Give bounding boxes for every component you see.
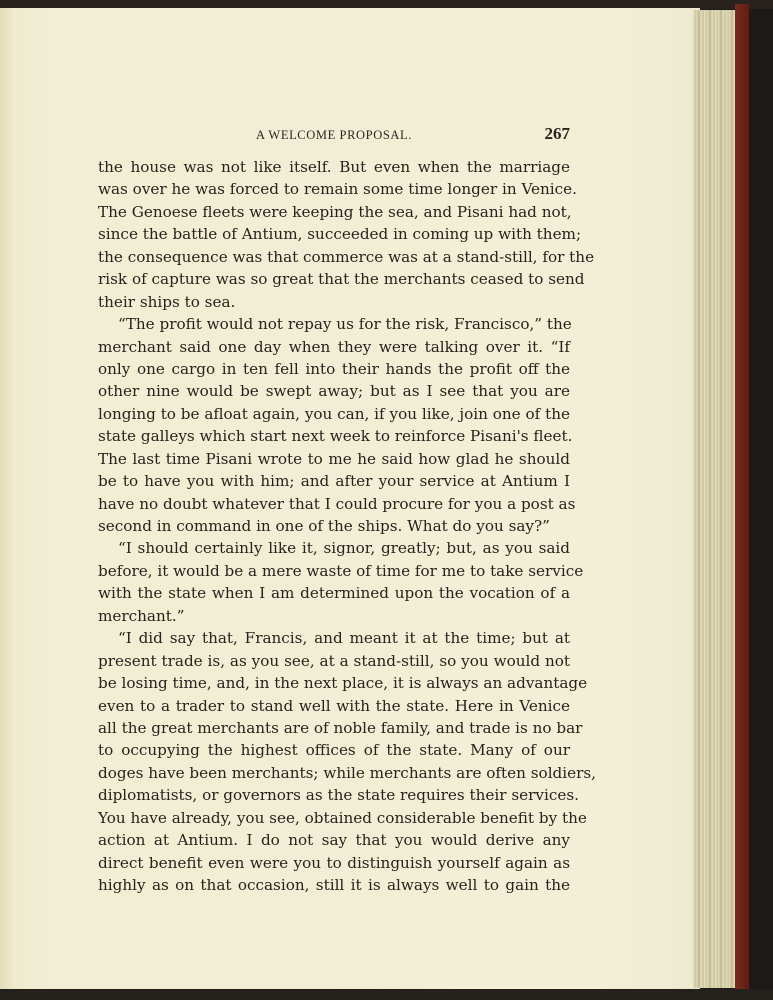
page-edges: [693, 10, 737, 988]
body-text: [98, 156, 596, 896]
text-line: action at Antium. I do not say that you would derive any: [98, 831, 570, 850]
text-line: “I should certainly like it, signor, greatly; but, as you said: [118, 539, 570, 558]
text-line: The Genoese fleets were keeping the sea, and Pisani had not,: [98, 202, 572, 221]
text-line: The last time Pisani wrote to me he said how glad he should: [98, 449, 570, 468]
text-line: present trade is, as you see, at a stand-still, so you would not: [98, 651, 570, 670]
text-line: other nine would be swept away; but as I see that you are: [98, 382, 570, 401]
text-line: “The profit would not repay us for the risk, Francisco,” the: [118, 315, 572, 334]
text-line: second in command in one of the ships. What do you say?”: [98, 517, 550, 535]
text-line: direct benefit even were you to distinguish yourself again as: [98, 853, 570, 872]
text-line: the consequence was that commerce was at a stand-still, for the: [98, 247, 595, 266]
text-line: merchant.”: [98, 606, 185, 625]
text-line: longing to be afloat again, you can, if you like, join one of the: [98, 404, 570, 423]
text-line: have no doubt whatever that I could procure for you a post as: [98, 494, 576, 513]
text-line: be losing time, and, in the next place, it is always an advantage: [98, 674, 588, 693]
text-line: with the state when I am determined upon the vocation of a: [98, 584, 570, 603]
page-header: [98, 124, 570, 146]
text-line: all the great merchants are of noble family, and trade is no bar: [98, 718, 583, 737]
text-line: merchant said one day when they were talking over it. “If: [98, 337, 570, 356]
text-line: their ships to sea.: [98, 292, 236, 311]
text-line: even to a trader to stand well with the state. Here in Venice: [98, 696, 570, 715]
text-line: the house was not like itself. But even when the marriage: [98, 158, 570, 176]
running-title: A WELCOME PROPOSAL.: [256, 128, 412, 142]
text-line: state galleys which start next week to reinforce Pisani's fleet.: [98, 427, 573, 446]
scan-background-bottom: [0, 989, 773, 1000]
page-number: 267: [544, 124, 570, 143]
text-line: to occupying the highest offices of the state. Many of our: [98, 741, 570, 760]
text-line: was over he was forced to remain some time longer in Venice.: [98, 180, 577, 199]
text-line: highly as on that occasion, still it is always well to gain the: [98, 876, 570, 894]
text-line: before, it would be a mere waste of time for me to take service: [98, 561, 584, 580]
book-cover-edge: [735, 4, 749, 990]
text-line: You have already, you see, obtained considerable benefit by the: [98, 808, 587, 827]
text-line: “I did say that, Francis, and meant it at the time; but at: [118, 629, 570, 648]
text-line: be to have you with him; and after your service at Antium I: [98, 472, 570, 491]
text-line: risk of capture was so great that the merchants ceased to send: [98, 270, 585, 289]
text-line: diplomatists, or governors as the state requires their services.: [98, 786, 579, 805]
text-line: since the battle of Antium, succeeded in coming up with them;: [98, 225, 582, 244]
text-line: only one cargo in ten fell into their hands the profit off the: [98, 359, 570, 378]
text-line: doges have been merchants; while merchants are often soldiers,: [98, 763, 596, 782]
